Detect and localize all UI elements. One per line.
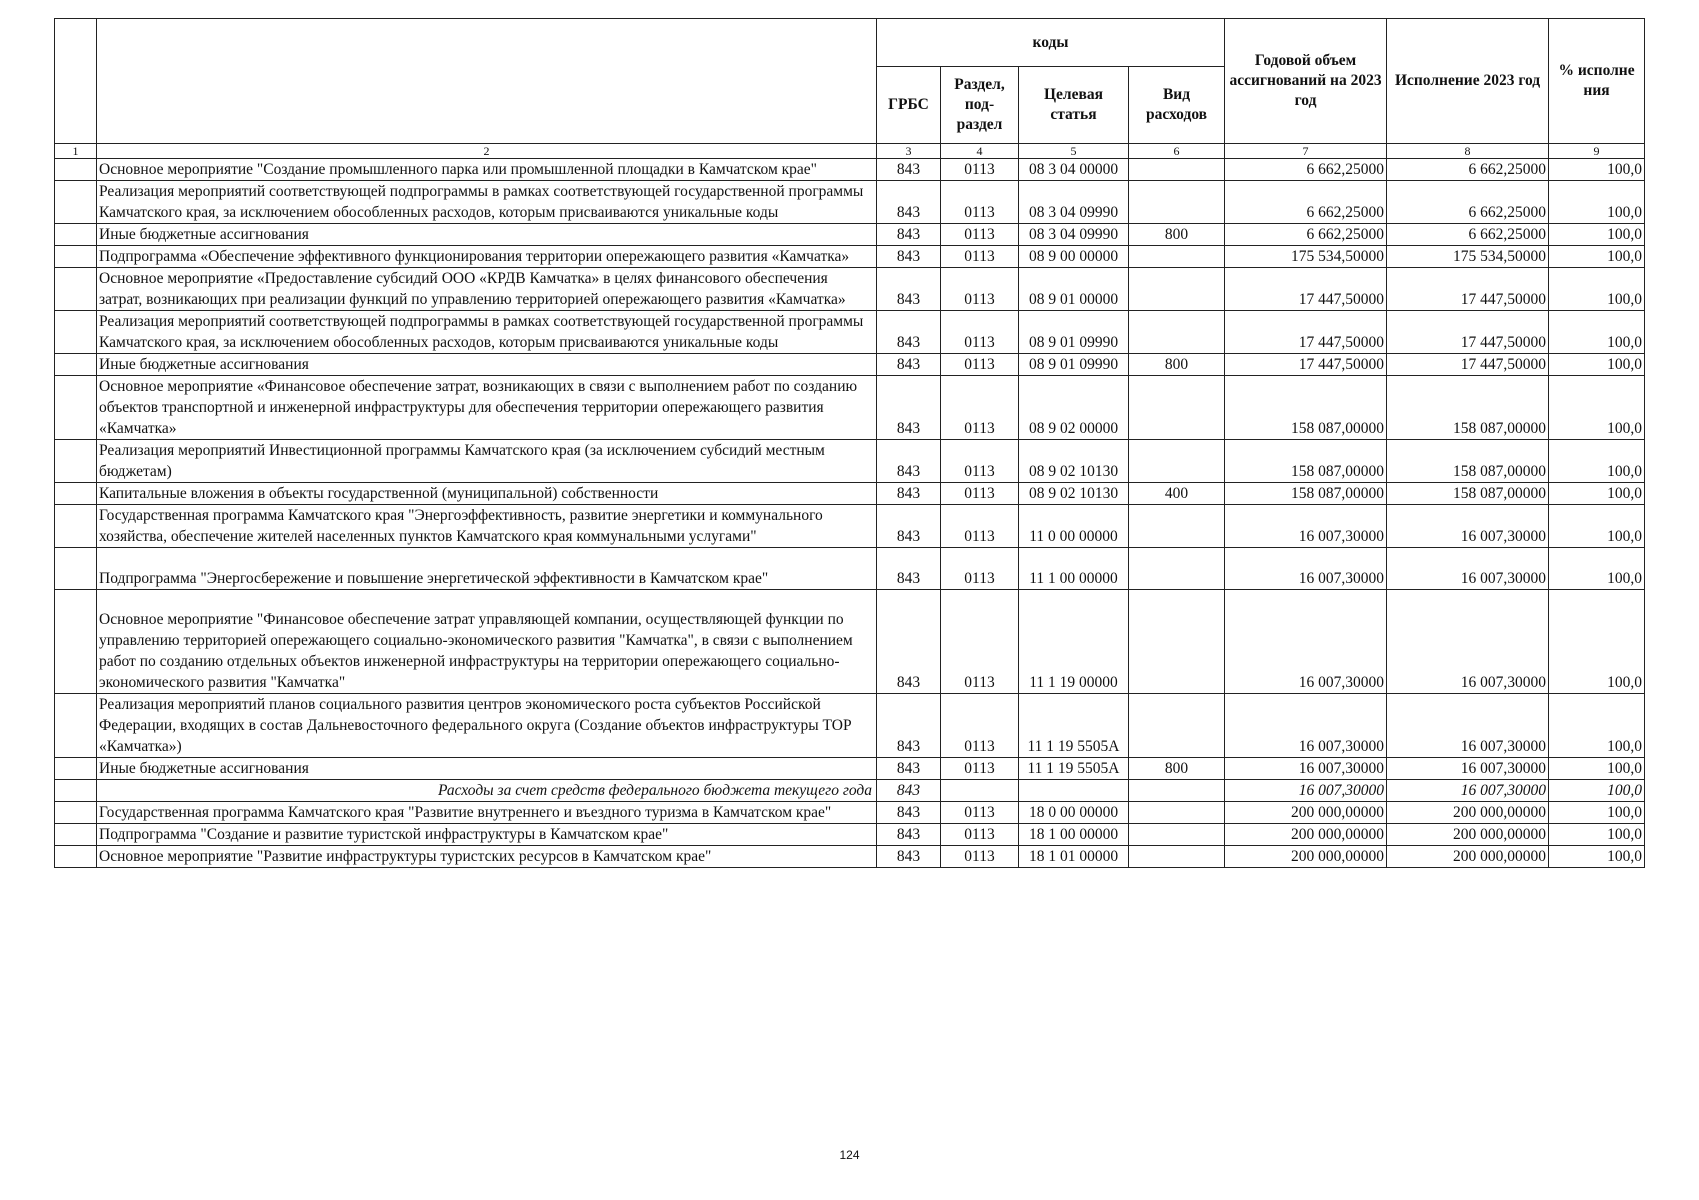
- cell-annual: 17 447,50000: [1225, 268, 1387, 311]
- cell-name: Государственная программа Камчатского края "Развитие внутреннего и въездного туризма в Камчатском крае": [97, 802, 877, 824]
- table-row: [55, 758, 1645, 780]
- row-blank-cell: [55, 483, 97, 505]
- column-numbers-row: [55, 144, 1645, 159]
- cell-grbs: 843: [877, 824, 941, 846]
- table-row: [55, 590, 1645, 694]
- table-row: [55, 548, 1645, 590]
- cell-type: 800: [1129, 354, 1225, 376]
- cell-annual: 158 087,00000: [1225, 376, 1387, 440]
- header-annual: Годовой объем ассигнований на 2023 год: [1225, 19, 1387, 144]
- cell-execution: 16 007,30000: [1387, 505, 1549, 548]
- column-number: 9: [1549, 144, 1645, 159]
- cell-type: [1129, 311, 1225, 354]
- cell-type: [1129, 590, 1225, 694]
- cell-grbs: 843: [877, 780, 941, 802]
- table-row: [55, 376, 1645, 440]
- cell-type: [1129, 376, 1225, 440]
- cell-execution: 6 662,25000: [1387, 224, 1549, 246]
- cell-percent: 100,0: [1549, 159, 1645, 181]
- table-row: [55, 846, 1645, 868]
- cell-name: Реализация мероприятий соответствующей подпрограммы в рамках соответствующей государственной программы Камчатского края, за исключением обособленных расходов, которым присваиваются уникальные коды: [97, 311, 877, 354]
- cell-execution: 6 662,25000: [1387, 159, 1549, 181]
- table-row: [55, 159, 1645, 181]
- cell-grbs: 843: [877, 159, 941, 181]
- cell-target: 11 1 19 00000: [1019, 590, 1129, 694]
- cell-type: [1129, 181, 1225, 224]
- cell-grbs: 843: [877, 181, 941, 224]
- cell-percent: 100,0: [1549, 224, 1645, 246]
- cell-execution: 158 087,00000: [1387, 483, 1549, 505]
- budget-table: [54, 18, 1645, 868]
- cell-section: 0113: [941, 483, 1019, 505]
- table-row: [55, 440, 1645, 483]
- row-blank-cell: [55, 376, 97, 440]
- header-grbs: ГРБС: [877, 67, 941, 144]
- cell-name: Иные бюджетные ассигнования: [97, 758, 877, 780]
- cell-name: Иные бюджетные ассигнования: [97, 354, 877, 376]
- cell-type: [1129, 246, 1225, 268]
- cell-grbs: 843: [877, 224, 941, 246]
- cell-name: Основное мероприятие "Создание промышленного парка или промышленной площадки в Камчатском крае": [97, 159, 877, 181]
- cell-section: 0113: [941, 181, 1019, 224]
- cell-target: 08 9 00 00000: [1019, 246, 1129, 268]
- header-execution: Исполнение 2023 год: [1387, 19, 1549, 144]
- header-percent: % исполне ния: [1549, 19, 1645, 144]
- column-number: 3: [877, 144, 941, 159]
- cell-section: 0113: [941, 590, 1019, 694]
- column-number: 2: [97, 144, 877, 159]
- table-row: [55, 224, 1645, 246]
- column-number: 8: [1387, 144, 1549, 159]
- row-blank-cell: [55, 802, 97, 824]
- cell-percent: 100,0: [1549, 311, 1645, 354]
- cell-target: 08 3 04 09990: [1019, 181, 1129, 224]
- table-row: [55, 694, 1645, 758]
- cell-percent: 100,0: [1549, 505, 1645, 548]
- cell-section: 0113: [941, 311, 1019, 354]
- cell-annual: 16 007,30000: [1225, 758, 1387, 780]
- row-blank-cell: [55, 548, 97, 590]
- cell-percent: 100,0: [1549, 846, 1645, 868]
- column-number: 1: [55, 144, 97, 159]
- header-type: Вид расходов: [1129, 67, 1225, 144]
- row-blank-cell: [55, 311, 97, 354]
- cell-execution: 17 447,50000: [1387, 268, 1549, 311]
- cell-grbs: 843: [877, 246, 941, 268]
- cell-section: 0113: [941, 548, 1019, 590]
- column-number: 4: [941, 144, 1019, 159]
- cell-annual: 16 007,30000: [1225, 548, 1387, 590]
- cell-type: [1129, 505, 1225, 548]
- cell-execution: 16 007,30000: [1387, 694, 1549, 758]
- cell-annual: 200 000,00000: [1225, 846, 1387, 868]
- cell-percent: 100,0: [1549, 246, 1645, 268]
- cell-type: [1129, 694, 1225, 758]
- cell-target: 11 1 19 5505А: [1019, 694, 1129, 758]
- cell-annual: 6 662,25000: [1225, 224, 1387, 246]
- cell-annual: 200 000,00000: [1225, 802, 1387, 824]
- cell-percent: 100,0: [1549, 376, 1645, 440]
- cell-annual: 17 447,50000: [1225, 354, 1387, 376]
- cell-annual: 158 087,00000: [1225, 483, 1387, 505]
- table-row: [55, 311, 1645, 354]
- cell-execution: 200 000,00000: [1387, 802, 1549, 824]
- cell-annual: 16 007,30000: [1225, 694, 1387, 758]
- cell-grbs: 843: [877, 311, 941, 354]
- cell-execution: 158 087,00000: [1387, 440, 1549, 483]
- cell-section: 0113: [941, 268, 1019, 311]
- cell-execution: 16 007,30000: [1387, 548, 1549, 590]
- header-target: Целевая статья: [1019, 67, 1129, 144]
- cell-name: Реализация мероприятий соответствующей подпрограммы в рамках соответствующей государственной программы Камчатского края, за исключением обособленных расходов, которым присваиваются уникальные коды: [97, 181, 877, 224]
- cell-section: 0113: [941, 246, 1019, 268]
- row-blank-cell: [55, 758, 97, 780]
- cell-percent: 100,0: [1549, 483, 1645, 505]
- row-blank-cell: [55, 246, 97, 268]
- cell-grbs: 843: [877, 268, 941, 311]
- table-row: [55, 802, 1645, 824]
- cell-target: 08 9 02 00000: [1019, 376, 1129, 440]
- cell-annual: 16 007,30000: [1225, 780, 1387, 802]
- cell-name: Реализация мероприятий Инвестиционной программы Камчатского края (за исключением субсидий местным бюджетам): [97, 440, 877, 483]
- row-blank-cell: [55, 354, 97, 376]
- cell-execution: 6 662,25000: [1387, 181, 1549, 224]
- cell-type: [1129, 268, 1225, 311]
- cell-target: 08 9 02 10130: [1019, 440, 1129, 483]
- cell-section: 0113: [941, 440, 1019, 483]
- cell-target: 18 0 00 00000: [1019, 802, 1129, 824]
- row-blank-cell: [55, 505, 97, 548]
- cell-percent: 100,0: [1549, 354, 1645, 376]
- cell-percent: 100,0: [1549, 694, 1645, 758]
- cell-section: 0113: [941, 694, 1019, 758]
- cell-target: 08 3 04 00000: [1019, 159, 1129, 181]
- cell-type: [1129, 846, 1225, 868]
- cell-target: 18 1 00 00000: [1019, 824, 1129, 846]
- row-blank-cell: [55, 590, 97, 694]
- cell-grbs: 843: [877, 548, 941, 590]
- cell-percent: 100,0: [1549, 824, 1645, 846]
- cell-grbs: 843: [877, 758, 941, 780]
- cell-type: [1129, 440, 1225, 483]
- table-row: [55, 780, 1645, 802]
- cell-section: 0113: [941, 758, 1019, 780]
- table-row: [55, 354, 1645, 376]
- header-codes: коды: [877, 19, 1225, 67]
- cell-percent: 100,0: [1549, 548, 1645, 590]
- cell-grbs: 843: [877, 505, 941, 548]
- row-blank-cell: [55, 824, 97, 846]
- cell-annual: 6 662,25000: [1225, 159, 1387, 181]
- cell-percent: 100,0: [1549, 268, 1645, 311]
- cell-execution: 16 007,30000: [1387, 758, 1549, 780]
- cell-type: [1129, 548, 1225, 590]
- cell-execution: 16 007,30000: [1387, 590, 1549, 694]
- cell-execution: 200 000,00000: [1387, 846, 1549, 868]
- cell-section: 0113: [941, 824, 1019, 846]
- cell-annual: 17 447,50000: [1225, 311, 1387, 354]
- cell-annual: 6 662,25000: [1225, 181, 1387, 224]
- cell-type: [1129, 780, 1225, 802]
- cell-target: [1019, 780, 1129, 802]
- column-number: 5: [1019, 144, 1129, 159]
- cell-name: Государственная программа Камчатского края "Энергоэффективность, развитие энергетики и коммунального хозяйства, обеспечение жителей населенных пунктов Камчатского края коммунальными услугами": [97, 505, 877, 548]
- cell-grbs: 843: [877, 354, 941, 376]
- table-row: [55, 505, 1645, 548]
- cell-name: Подпрограмма "Энергосбережение и повышение энергетической эффективности в Камчатском крае": [97, 548, 877, 590]
- cell-type: 800: [1129, 758, 1225, 780]
- cell-section: 0113: [941, 846, 1019, 868]
- cell-name: Подпрограмма "Создание и развитие туристской инфраструктуры в Камчатском крае": [97, 824, 877, 846]
- cell-target: 08 3 04 09990: [1019, 224, 1129, 246]
- cell-name: Основное мероприятие «Финансовое обеспечение затрат, возникающих в связи с выполнением работ по созданию объектов транспортной и инженерной инфраструктуры для обеспечения территории опережающего развития «Камчатка»: [97, 376, 877, 440]
- row-blank-cell: [55, 694, 97, 758]
- cell-name: Подпрограмма «Обеспечение эффективного функционирования территории опережающего развития «Камчатка»: [97, 246, 877, 268]
- cell-name: Капитальные вложения в объекты государственной (муниципальной) собственности: [97, 483, 877, 505]
- row-blank-cell: [55, 181, 97, 224]
- cell-percent: 100,0: [1549, 440, 1645, 483]
- table-row: [55, 246, 1645, 268]
- cell-grbs: 843: [877, 483, 941, 505]
- row-blank-cell: [55, 846, 97, 868]
- cell-target: 11 1 00 00000: [1019, 548, 1129, 590]
- header-blank-2: [97, 19, 877, 144]
- cell-annual: 158 087,00000: [1225, 440, 1387, 483]
- cell-section: 0113: [941, 376, 1019, 440]
- cell-type: [1129, 159, 1225, 181]
- header-section: Раздел, под-раздел: [941, 67, 1019, 144]
- cell-type: [1129, 824, 1225, 846]
- cell-name: Основное мероприятие «Предоставление субсидий ООО «КРДВ Камчатка» в целях финансового обеспечения затрат, возникающих при реализации функций по управлению территорией опережающего развития «Камчатка»: [97, 268, 877, 311]
- cell-section: [941, 780, 1019, 802]
- cell-execution: 175 534,50000: [1387, 246, 1549, 268]
- cell-grbs: 843: [877, 846, 941, 868]
- cell-name: Основное мероприятие "Развитие инфраструктуры туристских ресурсов в Камчатском крае": [97, 846, 877, 868]
- cell-name: Расходы за счет средств федерального бюджета текущего года: [97, 780, 877, 802]
- cell-section: 0113: [941, 224, 1019, 246]
- header-blank-1: [55, 19, 97, 144]
- cell-grbs: 843: [877, 802, 941, 824]
- cell-execution: 16 007,30000: [1387, 780, 1549, 802]
- cell-grbs: 843: [877, 440, 941, 483]
- cell-annual: 16 007,30000: [1225, 590, 1387, 694]
- cell-grbs: 843: [877, 376, 941, 440]
- cell-execution: 17 447,50000: [1387, 354, 1549, 376]
- page-number: 124: [839, 1148, 860, 1162]
- column-number: 6: [1129, 144, 1225, 159]
- row-blank-cell: [55, 224, 97, 246]
- row-blank-cell: [55, 780, 97, 802]
- row-blank-cell: [55, 268, 97, 311]
- cell-percent: 100,0: [1549, 802, 1645, 824]
- cell-type: 800: [1129, 224, 1225, 246]
- cell-section: 0113: [941, 159, 1019, 181]
- cell-target: 11 1 19 5505А: [1019, 758, 1129, 780]
- cell-annual: 16 007,30000: [1225, 505, 1387, 548]
- table-row: [55, 181, 1645, 224]
- row-blank-cell: [55, 440, 97, 483]
- cell-target: 08 9 01 09990: [1019, 311, 1129, 354]
- cell-target: 11 0 00 00000: [1019, 505, 1129, 548]
- cell-section: 0113: [941, 802, 1019, 824]
- table-row: [55, 824, 1645, 846]
- cell-type: [1129, 802, 1225, 824]
- cell-name: Иные бюджетные ассигнования: [97, 224, 877, 246]
- cell-target: 08 9 02 10130: [1019, 483, 1129, 505]
- cell-target: 18 1 01 00000: [1019, 846, 1129, 868]
- cell-type: 400: [1129, 483, 1225, 505]
- column-number: 7: [1225, 144, 1387, 159]
- cell-grbs: 843: [877, 694, 941, 758]
- cell-annual: 200 000,00000: [1225, 824, 1387, 846]
- row-blank-cell: [55, 159, 97, 181]
- cell-execution: 158 087,00000: [1387, 376, 1549, 440]
- cell-section: 0113: [941, 505, 1019, 548]
- cell-section: 0113: [941, 354, 1019, 376]
- cell-target: 08 9 01 09990: [1019, 354, 1129, 376]
- cell-name: Основное мероприятие "Финансовое обеспечение затрат управляющей компании, осуществляющей функции по управлению территорией опережающего социально-экономического развития "Камчатка", в связи с выполнением работ по созданию отдельных объектов инженерной инфраструктуры на территории опережающего социально-экономического развития "Камчатка": [97, 590, 877, 694]
- cell-execution: 17 447,50000: [1387, 311, 1549, 354]
- cell-annual: 175 534,50000: [1225, 246, 1387, 268]
- cell-execution: 200 000,00000: [1387, 824, 1549, 846]
- table-row: [55, 483, 1645, 505]
- table-row: [55, 268, 1645, 311]
- cell-grbs: 843: [877, 590, 941, 694]
- cell-percent: 100,0: [1549, 780, 1645, 802]
- cell-percent: 100,0: [1549, 758, 1645, 780]
- cell-percent: 100,0: [1549, 590, 1645, 694]
- cell-name: Реализация мероприятий планов социального развития центров экономического роста субъектов Российской Федерации, входящих в состав Дальневосточного федерального округа (Создание объектов инфраструктуры ТОР «Камчатка»): [97, 694, 877, 758]
- cell-percent: 100,0: [1549, 181, 1645, 224]
- cell-target: 08 9 01 00000: [1019, 268, 1129, 311]
